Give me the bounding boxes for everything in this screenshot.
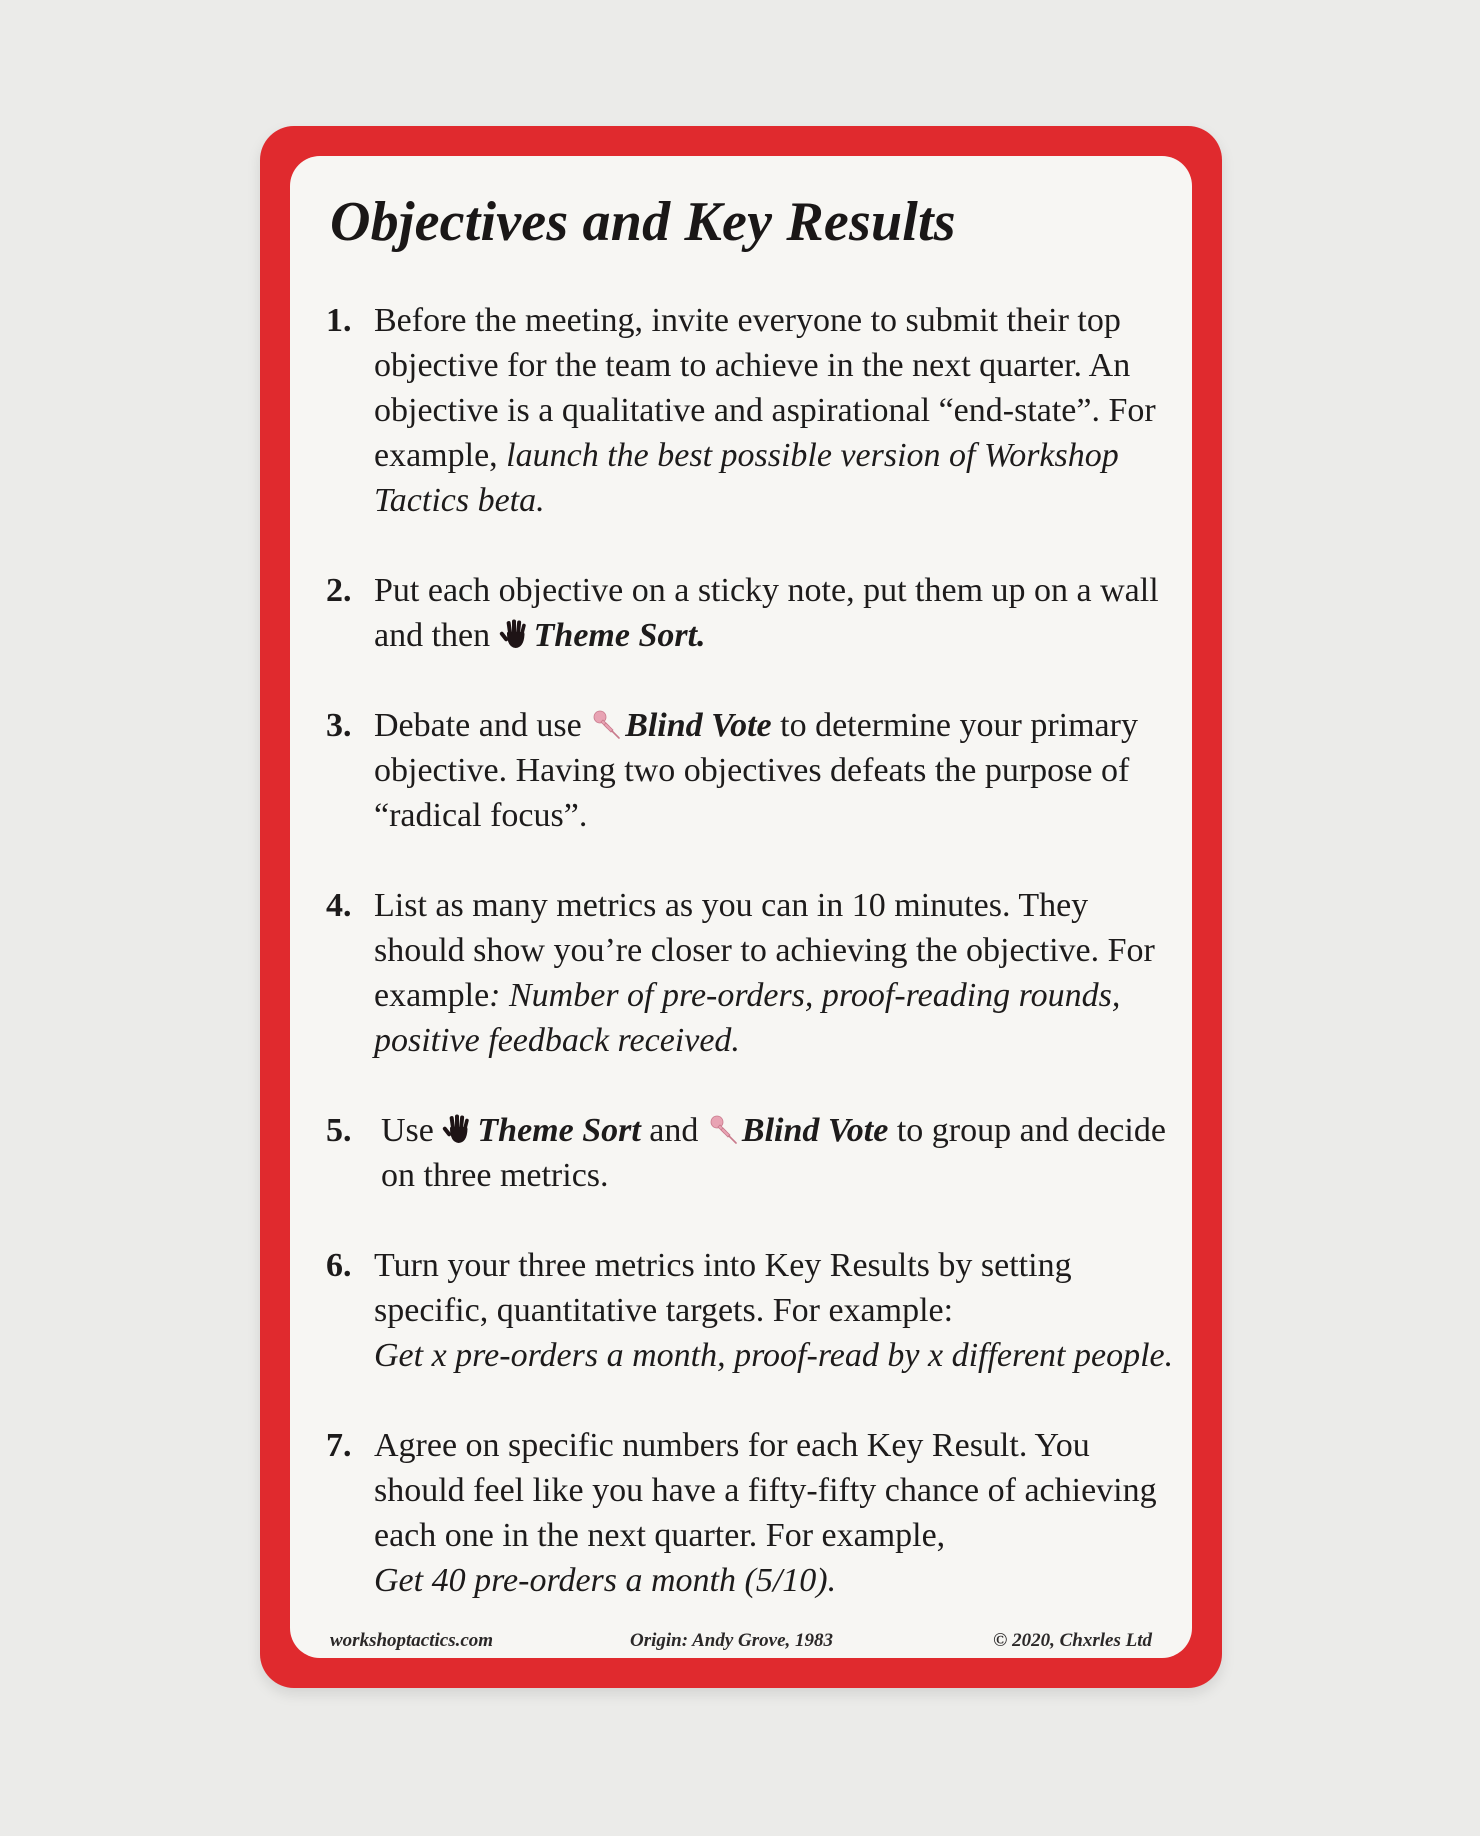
step-number: 5. <box>326 1112 352 1149</box>
pushpin-icon <box>707 1113 739 1145</box>
step-text: Put each objective on a sticky note, put them up on a wall and then <box>374 572 1159 654</box>
step-number: 2. <box>326 572 352 609</box>
step-1 <box>326 298 1186 523</box>
step-text: List as many metrics as you can in 10 minutes. They should show you’re closer to achieving the objective. For example <box>374 887 1155 1014</box>
tactic-name: Theme Sort <box>477 1112 641 1149</box>
hand-icon <box>442 1113 474 1145</box>
step-number: 4. <box>326 887 352 924</box>
step-text: Turn your three metrics into Key Results by setting specific, quantitative targets. For example: <box>374 1247 1072 1329</box>
step-number: 7. <box>326 1427 352 1464</box>
step-example: Get 40 pre-orders a month (5/10). <box>374 1562 837 1599</box>
step-number: 3. <box>326 707 352 744</box>
step-5 <box>326 1108 1186 1198</box>
step-text: Agree on specific numbers for each Key Result. You should feel like you have a fifty-fifty chance of achieving each one in the next quarter. For example, <box>374 1427 1157 1554</box>
tactic-name: Blind Vote <box>741 1112 889 1149</box>
step-2 <box>326 568 1186 658</box>
tactic-name: Blind Vote <box>625 707 772 744</box>
step-3 <box>326 703 1186 838</box>
hand-icon <box>499 618 531 650</box>
pushpin-icon <box>590 708 622 740</box>
footer-website: workshoptactics.com <box>330 1630 494 1651</box>
step-text: Use <box>381 1112 443 1149</box>
step-example: Get x pre-orders a month, proof-read by x different people. <box>374 1337 1174 1374</box>
step-4 <box>326 883 1186 1063</box>
step-text: Before the meeting, invite everyone to submit their top objective for the team to achieve in the next quarter. An objective is a qualitative and aspirational “end-state”. For example, <box>374 302 1156 474</box>
step-7 <box>326 1423 1186 1603</box>
step-text: Debate and use <box>374 707 591 744</box>
step-text: to group and decide on three metrics. <box>381 1112 1166 1194</box>
step-number: 1. <box>326 302 352 339</box>
tactic-card <box>260 126 1222 1688</box>
step-example: : Number of pre-orders, proof-reading rounds, positive feedback received. <box>374 977 1121 1059</box>
footer-copyright: © 2020, Chxrles Ltd <box>993 1630 1152 1651</box>
step-text: to determine your primary objective. Having two objectives defeats the purpose of “radical focus”. <box>374 707 1138 834</box>
step-example: launch the best possible version of Workshop Tactics beta. <box>374 437 1119 519</box>
footer-origin: Origin: Andy Grove, 1983 <box>630 1630 834 1651</box>
step-text: and <box>640 1112 707 1149</box>
card-title: Objectives and Key Results <box>330 191 956 253</box>
tactic-name: Theme Sort. <box>533 617 706 654</box>
card-face <box>290 156 1192 1658</box>
steps-list <box>326 298 1186 1648</box>
step-number: 6. <box>326 1247 352 1284</box>
step-6 <box>326 1243 1186 1378</box>
